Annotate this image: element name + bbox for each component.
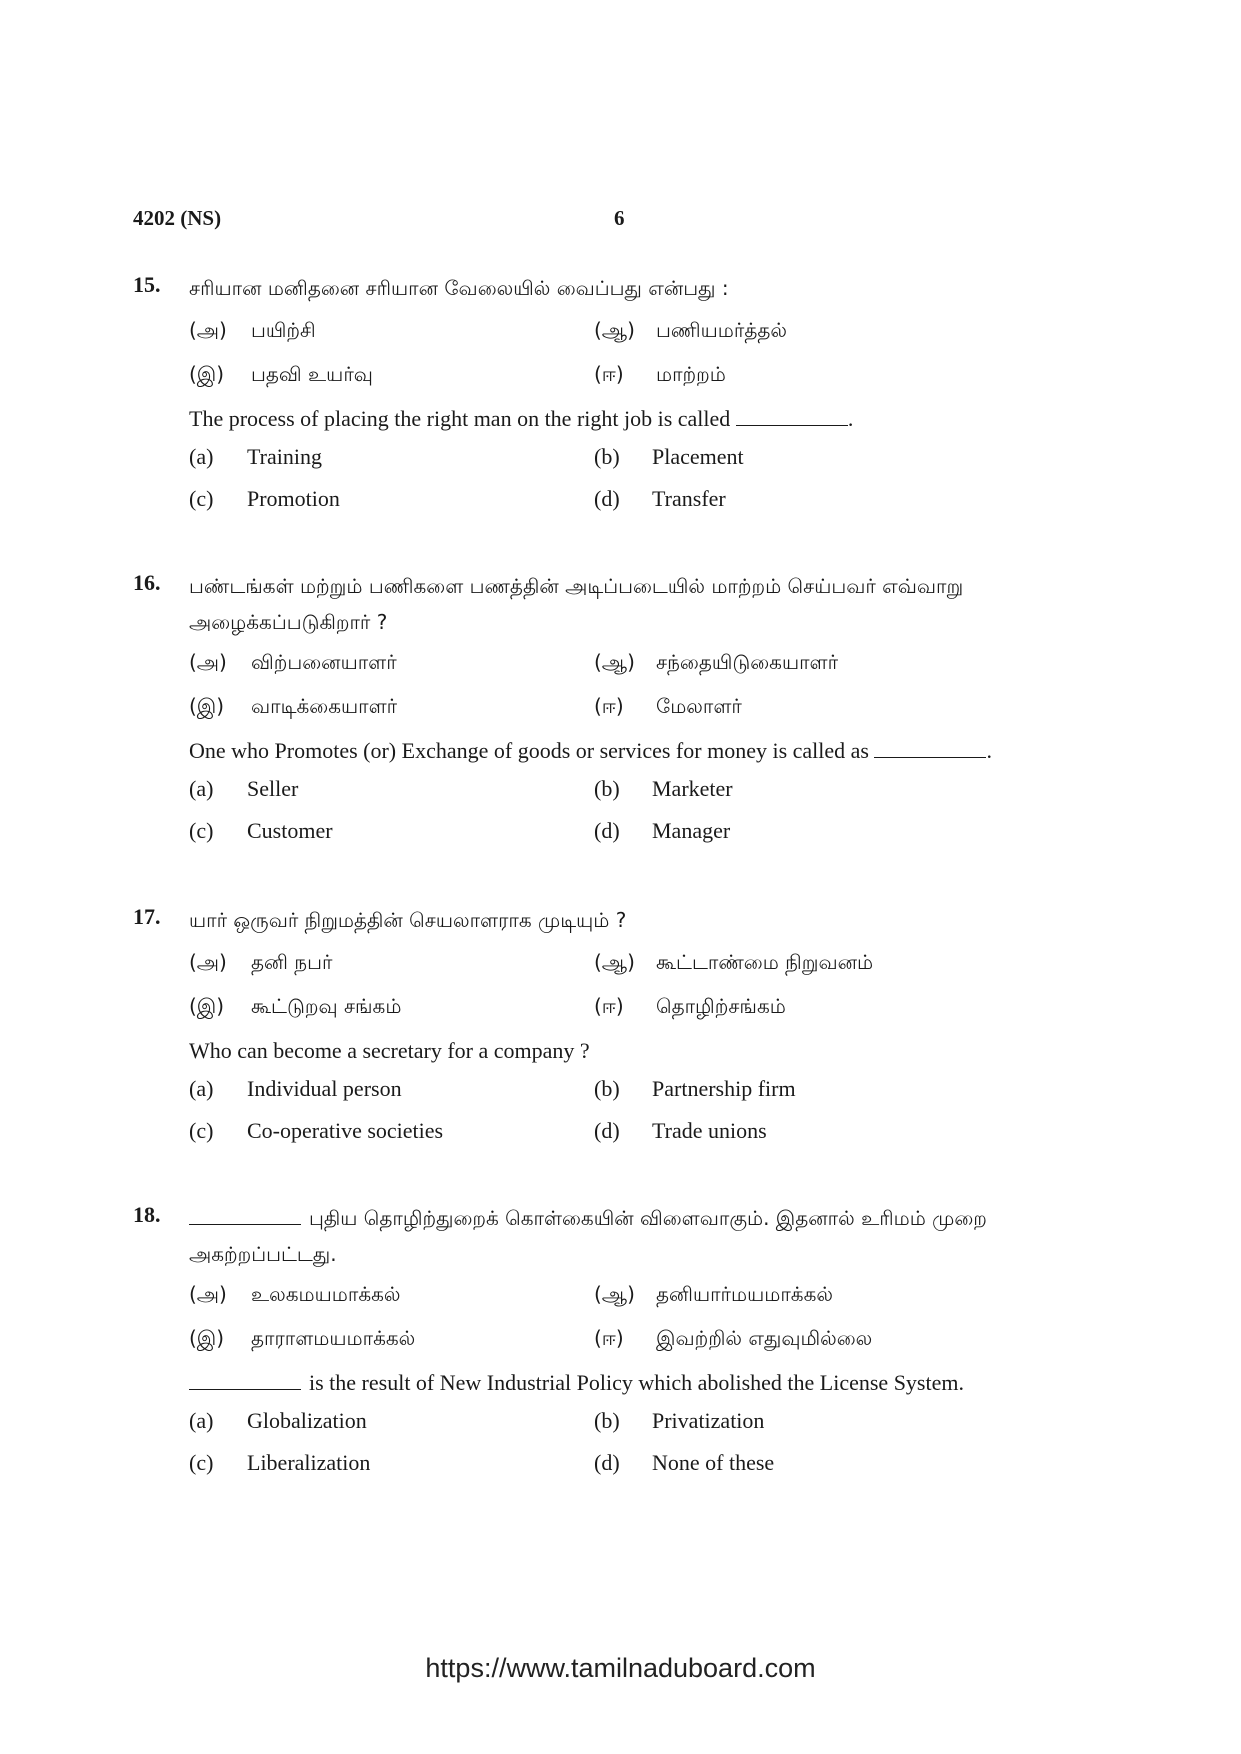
option-text: உலகமயமாக்கல் [251,1282,401,1306]
option-text: கூட்டாண்மை நிறுவனம் [656,950,874,974]
english-text: The process of placing the right man on the right job is called [189,406,731,431]
question-tamil-text: பண்டங்கள் மற்றும் பணிகளை பணத்தின் அடிப்படையில் மாற்றம் செய்பவர் எவ்வாறு அழைக்கப்படுகிறார் ? [189,574,964,634]
tamil-option [189,312,316,348]
option-label: (b) [594,1408,620,1433]
tamil-option [189,644,397,680]
option-label: (ஈ) [594,1326,624,1350]
option-text: மாற்றம் [656,362,726,386]
option-label: (c) [189,1450,214,1475]
option-text: தொழிற்சங்கம் [656,994,786,1018]
option-a [189,444,322,470]
question-tamil-text: யார் ஒருவர் நிறுமத்தின் செயலாளராக முடியும் ? [189,908,627,932]
option-text: Individual person [247,1076,402,1101]
option-a [189,1408,367,1434]
option-a [189,776,298,802]
option-label: (அ) [189,318,227,342]
option-text: Customer [247,818,333,843]
option-label: (இ) [189,694,225,718]
option-text: Transfer [652,486,726,511]
option-text: Placement [652,444,744,469]
option-text: Marketer [652,776,733,801]
option-text: பணியமர்த்தல் [656,318,787,342]
option-label: (ஈ) [594,994,624,1018]
option-text: None of these [652,1450,775,1475]
option-label: (b) [594,776,620,801]
option-text: மேலாளர் [656,694,742,718]
footer-url: https://www.tamilnaduboard.com [425,1653,816,1683]
answer-blank [189,1206,301,1225]
option-text: Promotion [247,486,340,511]
option-d [594,818,730,844]
english-suffix: . [986,738,992,763]
question-number: 16. [133,570,161,595]
option-text: தனி நபர் [251,950,333,974]
tamil-option [189,944,332,980]
english-text: One who Promotes (or) Exchange of goods or services for money is called as [189,738,869,763]
option-text: Co-operative societies [247,1118,444,1143]
option-label: (d) [594,1450,620,1475]
question-number: 15. [133,272,161,297]
tamil-option [594,1276,833,1312]
option-label: (a) [189,1076,214,1101]
paper-code: 4202 (NS) [133,206,222,230]
option-a [189,1076,402,1102]
option-text: விற்பனையாளர் [251,650,397,674]
option-text: Manager [652,818,731,843]
option-label: (இ) [189,1326,225,1350]
question-english-text [189,736,1089,766]
option-b [594,444,744,470]
option-label: (b) [594,1076,620,1101]
english-suffix: . [847,406,854,431]
question-english-text [189,404,1069,434]
tamil-option [189,1320,415,1356]
option-b [594,776,733,802]
option-d [594,486,726,512]
option-text: Privatization [652,1408,765,1433]
option-b [594,1408,764,1434]
option-label: (ஈ) [594,362,624,386]
answer-blank [736,407,848,426]
option-text: வாடிக்கையாளர் [251,694,398,718]
option-label: (d) [594,486,620,511]
option-text: Globalization [247,1408,367,1433]
option-label: (அ) [189,650,227,674]
tamil-option [189,1276,401,1312]
option-text: சந்தையிடுகையாளர் [656,650,839,674]
answer-blank [189,1371,301,1390]
option-c [189,486,340,512]
option-c [189,818,333,844]
tamil-option [594,644,838,680]
question-number: 18. [133,1202,161,1227]
tamil-option [594,356,726,392]
option-label: (அ) [189,1282,227,1306]
tamil-option [594,944,873,980]
question-tamil-text: சரியான மனிதனை சரியான வேலையில் வைப்பது என்பது : [189,276,729,300]
option-text: தாராளமயமாக்கல் [251,1326,416,1350]
option-label: (ஆ) [594,1282,635,1306]
tamil-option [594,688,742,724]
question-english-text [189,1368,1089,1398]
english-text: is the result of New Industrial Policy which abolished the License System. [309,1370,964,1395]
option-label: (c) [189,818,214,843]
question-english-text: Who can become a secretary for a company ? [189,1038,590,1063]
option-text: இவற்றில் எதுவுமில்லை [656,1326,873,1350]
option-text: Liberalization [247,1450,371,1475]
tamil-option [594,1320,872,1356]
page-number: 6 [614,206,625,230]
option-b [594,1076,796,1102]
option-text: Trade unions [652,1118,767,1143]
option-label: (அ) [189,950,227,974]
tamil-option [189,356,373,392]
option-label: (c) [189,486,214,511]
tamil-option [594,988,786,1024]
option-label: (ஈ) [594,694,624,718]
option-d [594,1450,774,1476]
question-number: 17. [133,904,161,929]
option-text: பதவி உயர்வு [251,362,373,386]
option-label: (இ) [189,994,225,1018]
option-text: தனியார்மயமாக்கல் [656,1282,833,1306]
option-text: Seller [247,776,299,801]
option-text: Training [247,444,322,469]
option-label: (ஆ) [594,318,635,342]
option-label: (b) [594,444,620,469]
option-label: (a) [189,776,214,801]
tamil-option [189,688,397,724]
option-label: (ஆ) [594,650,635,674]
option-d [594,1118,767,1144]
option-label: (இ) [189,362,225,386]
option-text: பயிற்சி [251,318,316,342]
option-label: (d) [594,1118,620,1143]
option-text: Partnership firm [652,1076,796,1101]
option-text: கூட்டுறவு சங்கம் [251,994,402,1018]
option-c [189,1450,370,1476]
option-label: (ஆ) [594,950,635,974]
tamil-text: புதிய தொழிற்துறைக் கொள்கையின் விளைவாகும். இதனால் உரிமம் முறை அகற்றப்பட்டது. [189,1206,987,1266]
answer-blank [874,739,986,758]
option-label: (d) [594,818,620,843]
option-c [189,1118,443,1144]
option-label: (a) [189,444,214,469]
question-tamil-text [189,1200,1069,1272]
option-label: (c) [189,1118,214,1143]
option-label: (a) [189,1408,214,1433]
tamil-option [189,988,401,1024]
tamil-option [594,312,787,348]
